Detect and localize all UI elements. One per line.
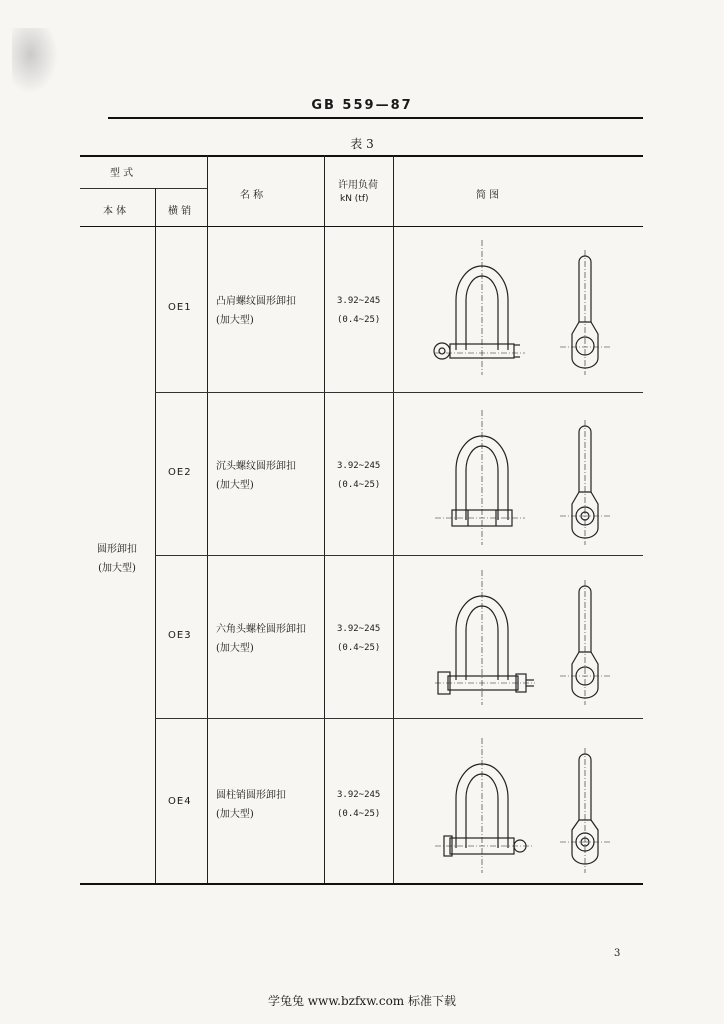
shackle-cylindrical-pin-icon bbox=[420, 738, 620, 878]
product-name bbox=[216, 786, 286, 824]
col-divider-load bbox=[393, 155, 394, 883]
body-type-qualifier: (加大型) bbox=[98, 563, 136, 574]
row-separator bbox=[155, 392, 643, 393]
body-type-label: 圆形卸扣 bbox=[97, 544, 137, 555]
standard-code-header: GB 559—87 bbox=[311, 98, 413, 113]
shackle-hex-bolt-icon bbox=[420, 570, 620, 710]
product-name-qualifier: (加大型) bbox=[216, 480, 254, 491]
footer-watermark: 学兔兔 www.bzfxw.com 标准下载 bbox=[267, 994, 457, 1008]
product-name-qualifier: (加大型) bbox=[216, 315, 254, 326]
load-tf: (0.4~25) bbox=[337, 480, 381, 490]
load-tf: (0.4~25) bbox=[337, 809, 381, 819]
table-title: 表 3 bbox=[350, 137, 374, 151]
load-kn: 3.92~245 bbox=[337, 790, 381, 800]
col-divider-pin bbox=[207, 155, 208, 883]
shackle-collar-pin-icon bbox=[420, 240, 620, 380]
load-range bbox=[337, 292, 380, 330]
row-separator bbox=[155, 555, 643, 556]
product-name-line: 凸肩螺纹圆形卸扣 bbox=[216, 296, 296, 307]
load-range bbox=[337, 457, 380, 495]
load-range bbox=[337, 786, 380, 824]
pin-header: 横 销 bbox=[168, 206, 192, 217]
load-kn: 3.92~245 bbox=[337, 624, 381, 634]
model-code: OE2 bbox=[168, 467, 192, 478]
table-bottom-rule bbox=[80, 883, 643, 885]
shackle-countersunk-pin-icon bbox=[420, 410, 620, 550]
row-separator bbox=[155, 718, 643, 719]
col-divider-body bbox=[155, 188, 156, 883]
sketch-header: 简 图 bbox=[476, 190, 500, 201]
table-top-rule bbox=[80, 155, 643, 157]
load-kn: 3.92~245 bbox=[337, 296, 381, 306]
product-name bbox=[216, 457, 296, 495]
product-name bbox=[216, 620, 306, 658]
load-tf: (0.4~25) bbox=[337, 315, 381, 325]
header-bottom-rule bbox=[80, 226, 643, 227]
product-name-line: 沉头螺纹圆形卸扣 bbox=[216, 461, 296, 472]
header-rule bbox=[108, 117, 643, 119]
name-header: 名 称 bbox=[240, 190, 264, 201]
load-kn: 3.92~245 bbox=[337, 461, 381, 471]
product-name bbox=[216, 292, 296, 330]
load-unit-header: kN (tf) bbox=[340, 194, 369, 204]
body-type-cell bbox=[82, 540, 152, 578]
load-tf: (0.4~25) bbox=[337, 643, 381, 653]
product-name-qualifier: (加大型) bbox=[216, 643, 254, 654]
model-code: OE4 bbox=[168, 796, 192, 807]
type-header: 型 式 bbox=[110, 168, 134, 179]
model-code: OE3 bbox=[168, 630, 192, 641]
body-header: 本 体 bbox=[103, 206, 127, 217]
product-name-line: 六角头螺栓圆形卸扣 bbox=[216, 624, 306, 635]
model-code: OE1 bbox=[168, 302, 192, 313]
page-number: 3 bbox=[614, 948, 621, 959]
load-header: 许用负荷 bbox=[338, 180, 378, 191]
product-name-qualifier: (加大型) bbox=[216, 809, 254, 820]
scan-artifact bbox=[12, 28, 58, 94]
load-range bbox=[337, 620, 380, 658]
header-split-line bbox=[80, 188, 208, 189]
product-name-line: 圆柱销圆形卸扣 bbox=[216, 790, 286, 801]
col-divider-name bbox=[324, 155, 325, 883]
